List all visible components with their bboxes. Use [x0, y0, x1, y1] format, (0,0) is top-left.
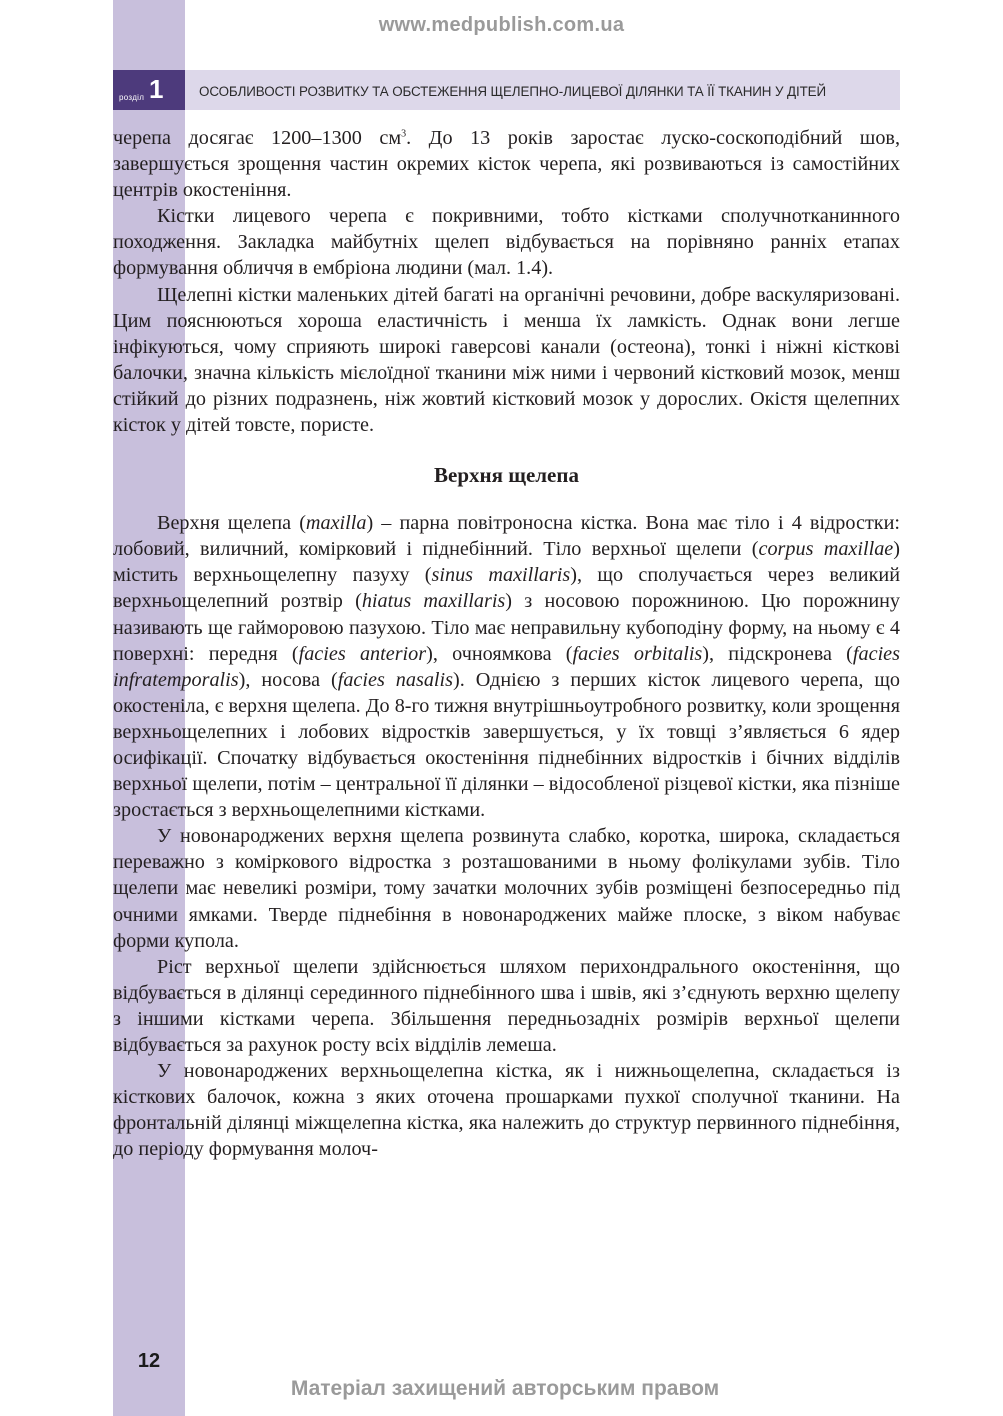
paragraph-5: У новонароджених верхня щелепа розвинута слабко, коротка, широка, складається переважно з коміркового відростка з розташованими в ньому фолікулами зубів. Тіло щелепи має невеликі розміри, тому зачатки молочних зубів розміщені безпосередньо під очними ямками. Тверде піднебіння в новонароджених майже плоске, з віком набуває форми купола.: [113, 825, 900, 952]
paragraph-3: Щелепні кістки маленьких дітей багаті на органічні речовини, добре васкуляризовані. Цим пояснюються хороша еластичність і менша їх ламкість. Однак вони легше інфікуються, чому сприяють широкі гаверсові канали (остеона), тонкі і ніжні кісткові балочки, значна кількість мієлоїдної тканини між ними і червоний кістковий мозок, менш стійкий до різних подразнень, ніж жовтий кістковий мозок у дорослих. Окістя щелепних кісток у дітей товсте, пористе.: [113, 283, 900, 437]
paragraph-6: Ріст верхньої щелепи здійснюється шляхом перихондрального окостеніння, що відбувається в ділянці серединного піднебінного шва і швів, які з’єднують верхню щелепу з іншими кістками черепа. Збільшення передньозадніх розмірів верхньої щелепи відбувається за рахунок росту всіх відділів лемеша.: [113, 955, 900, 1056]
chapter-title: ОСОБЛИВОСТІ РОЗВИТКУ ТА ОБСТЕЖЕННЯ ЩЕЛЕПНО-ЛИЦЕВОЇ ДІЛЯНКИ ТА ЇЇ ТКАНИН У ДІТЕЙ: [199, 84, 827, 99]
chapter-word: розділ: [119, 93, 145, 102]
paragraph-7: У новонароджених верхньощелепна кістка, як і нижньощелепна, складається із кісткових балочок, кожна з яких оточена прошарками пухкої сполучної тканини. На фронтальній ділянці міжщелепна кістка, яка належить до структур первинного піднебіння, до періоду формування молоч-: [113, 1060, 900, 1161]
section-title: Верхня щелепа: [434, 463, 579, 488]
page-number: 12: [137, 1350, 161, 1372]
page-content: [113, 125, 900, 1162]
paragraph-1: черепа досягає 1200–1300 $см^3$. До 13 років заростає луско-соскоподібний шов, завершується зрощення частин окремих кісток черепа, які розвиваються із самостійних центрів окостеніння.: [113, 127, 900, 202]
chapter-number: 1: [149, 74, 164, 104]
copyright-notice: Матеріал захищений авторським правом: [290, 1377, 720, 1400]
paragraph-2: Кістки лицевого черепа є покривними, тобто кістками сполучнотканинного походження. Закладка майбутніх щелеп відбувається на порівняно ранніх етапах формування обличчя в ембріона людини (мал. 1.4).: [113, 205, 900, 280]
publisher-url: www.medpublish.com.ua: [378, 14, 625, 36]
paragraph-4: Верхня щелепа (maxilla) – парна повітроносна кістка. Вона має тіло і 4 відростки: лобовий, виличний, комірковий і піднебінний. Тіло верхньої щелепи (corpus maxillae) містить верхньощелепну пазуху (sinus maxillaris), що сполучається через великий верхньощелепний розтвір (hiatus maxillaris) з носовою порожниною. Цю порожнину називають ще гайморовою пазухою. Тіло має неправильну кубоподіну форму, на ньому є 4 поверхні: передня (facies anterior), очноямкова (facies orbitalis), підскронева (facies infratemporalis), носова (facies nasalis). Однією з перших кісток лицевого черепа, що окостеніла, є верхня щелепа. До 8-го тижня внутрішньоутробного розвитку, коли зрощення верхньощелепних і лобових відростків завершується, у їх товщі з’являється 6 ядер осифікації. Спочатку відбувається окостеніння піднебінних відростків і бічних відділів верхньої щелепи, потім – центральної її ділянки – відособленої різцевої кістки, яка пізніше зростається з верхньощелепними кістками.: [113, 512, 901, 822]
